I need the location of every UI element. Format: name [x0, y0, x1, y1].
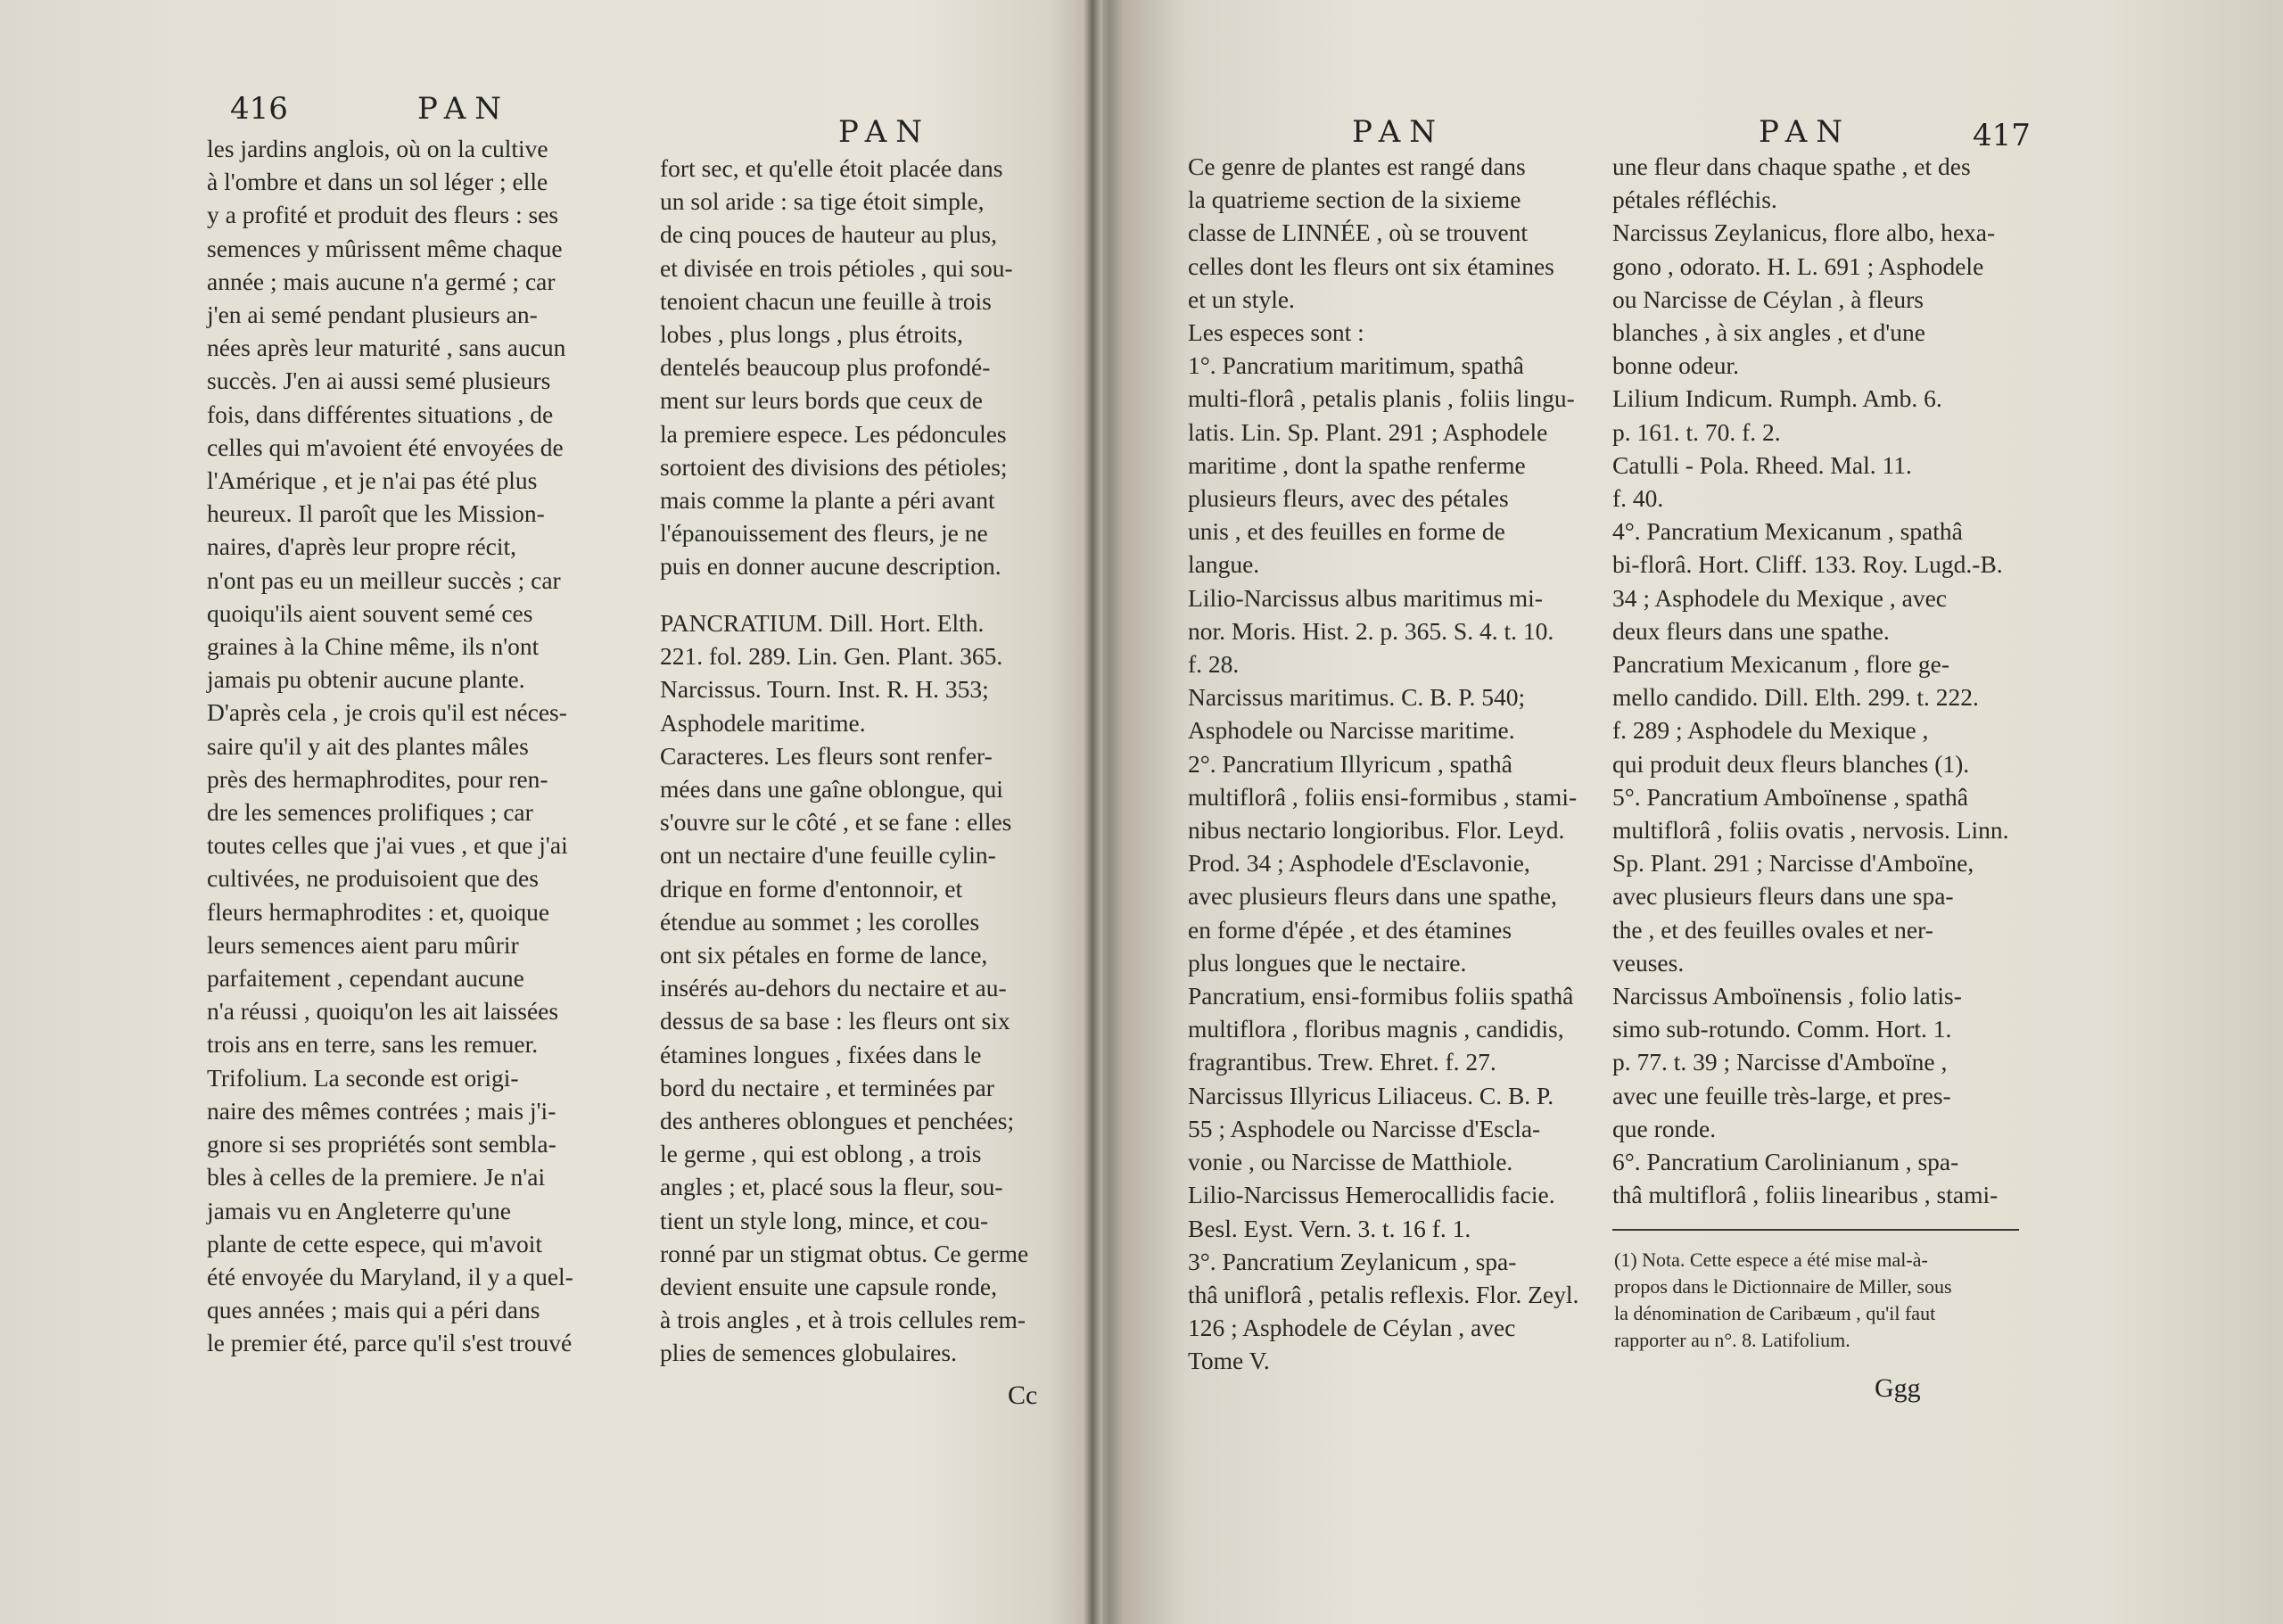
text-line: graines à la Chine même, ils n'ont — [207, 632, 540, 661]
text-line: Catulli - Pola. Rheed. Mal. 11. — [1612, 450, 1912, 479]
text-line: rapporter au n°. 8. Latifolium. — [1614, 1329, 1850, 1351]
text-line: une fleur dans chaque spathe , et des — [1612, 153, 1971, 180]
text-line: Prod. 34 ; Asphodele d'Esclavonie, — [1188, 849, 1530, 878]
text-line: succès. J'en ai aussi semé plusieurs — [207, 367, 551, 395]
text-line: plies de semences globulaires. — [660, 1339, 957, 1367]
text-line: 2°. Pancratium Illyricum , spathâ — [1188, 749, 1512, 778]
text-line: f. 28. — [1188, 650, 1240, 679]
text-line: simo sub-rotundo. Comm. Hort. 1. — [1612, 1015, 1952, 1043]
text-line: 6°. Pancratium Carolinianum , spa- — [1612, 1148, 1959, 1176]
text-line: gono , odorato. H. L. 691 ; Asphodele — [1612, 251, 1984, 280]
text-line: nor. Moris. Hist. 2. p. 365. S. 4. t. 10. — [1188, 616, 1554, 645]
text-line: fois, dans différentes situations , de — [207, 400, 554, 428]
text-line: maritime , dont la spathe renferme — [1188, 450, 1526, 479]
text-line: la premiere espece. Les pédoncules — [660, 419, 1007, 448]
text-line: p. 161. t. 70. f. 2. — [1612, 417, 1781, 446]
text-line: fort sec, et qu'elle étoit placée dans — [660, 154, 1003, 182]
text-line: dessus de sa base : les fleurs ont six — [660, 1007, 1010, 1035]
text-line: Lilio-Narcissus albus maritimus mi- — [1188, 583, 1543, 612]
page-number: 416 — [230, 91, 288, 127]
text-line: l'Amérique , et je n'ai pas été plus — [207, 466, 538, 495]
text-line: PANCRATIUM. Dill. Hort. Elth. — [660, 609, 985, 637]
text-line: multiflorâ , foliis ensi-formibus , stami- — [1188, 782, 1578, 811]
text-line: Tome V. — [1188, 1347, 1270, 1375]
text-line: multiflora , floribus magnis , candidis, — [1188, 1015, 1564, 1043]
text-line: le germe , qui est oblong , a trois — [660, 1140, 982, 1168]
text-line: Besl. Eyst. Vern. 3. t. 16 f. 1. — [1188, 1214, 1471, 1242]
text-line: j'en ai semé pendant plusieurs an- — [207, 301, 538, 329]
text-line: D'après cela , je crois qu'il est néces- — [207, 698, 567, 727]
text-line: f. 289 ; Asphodele du Mexique , — [1612, 716, 1929, 745]
text-line: celles dont les fleurs ont six étamines — [1188, 251, 1554, 280]
text-line: 3°. Pancratium Zeylanicum , spa- — [1188, 1247, 1517, 1275]
text-line: année ; mais aucune n'a germé ; car — [207, 267, 556, 295]
text-line: propos dans le Dictionnaire de Miller, sous — [1614, 1275, 1952, 1298]
text-line: Narcissus Illyricus Liliaceus. C. B. P. — [1188, 1081, 1554, 1109]
text-line: Lilio-Narcissus Hemerocallidis facie. — [1188, 1181, 1555, 1209]
text-line: latis. Lin. Sp. Plant. 291 ; Asphodele — [1188, 417, 1548, 446]
text-line: Narcissus maritimus. C. B. P. 540; — [1188, 683, 1526, 712]
text-line: avec plusieurs fleurs dans une spa- — [1612, 882, 1954, 911]
text-line: Asphodele maritime. — [660, 708, 866, 737]
text-line: 5°. Pancratium Amboïnense , spathâ — [1612, 782, 1968, 811]
text-line: bonne odeur. — [1612, 351, 1740, 380]
text-line: 126 ; Asphodele de Céylan , avec — [1188, 1314, 1516, 1342]
text-line: 34 ; Asphodele du Mexique , avec — [1612, 583, 1947, 612]
text-line: tenoient chacun une feuille à trois — [660, 286, 992, 315]
text-line: classe de LINNÉE , où se trouvent — [1188, 218, 1529, 247]
text-line: quoiqu'ils aient souvent semé ces — [207, 598, 533, 627]
footnote — [1614, 1247, 2024, 1354]
text-line: 221. fol. 289. Lin. Gen. Plant. 365. — [660, 642, 1003, 671]
left-column-2 — [660, 152, 1052, 583]
text-line: 4°. Pancratium Mexicanum , spathâ — [1612, 517, 1963, 546]
left-column-1 — [207, 132, 653, 1360]
text-line: Sp. Plant. 291 ; Narcisse d'Amboïne, — [1612, 849, 1974, 878]
running-header: PAN — [1352, 114, 1446, 150]
text-line: Asphodele ou Narcisse maritime. — [1188, 716, 1515, 745]
text-line: thâ multiflorâ , foliis linearibus , stami- — [1612, 1181, 1999, 1209]
text-line: puis en donner aucune description. — [660, 552, 1001, 581]
running-header: PAN — [417, 91, 511, 127]
text-line: Narcissus Zeylanicus, flore albo, hexa- — [1612, 218, 1996, 247]
running-header: PAN — [838, 114, 932, 150]
text-line: dentelés beaucoup plus profondé- — [660, 353, 991, 382]
text-line: bord du nectaire , et terminées par — [660, 1073, 994, 1101]
text-line: unis , et des feuilles en forme de — [1188, 517, 1505, 546]
text-line: veuses. — [1612, 948, 1685, 977]
text-line: nées après leur maturité , sans aucun — [207, 334, 566, 362]
text-line: fragrantibus. Trew. Ehret. f. 27. — [1188, 1048, 1496, 1076]
text-line: toutes celles que j'ai vues , et que j'ai — [207, 831, 568, 860]
text-line: et divisée en trois pétioles , qui sou- — [660, 253, 1013, 282]
text-line: gnore si ses propriétés sont sembla- — [207, 1130, 556, 1158]
text-line: drique en forme d'entonnoir, et — [660, 874, 963, 903]
text-line: deux fleurs dans une spathe. — [1612, 616, 1890, 645]
text-line: des antheres oblongues et penchées; — [660, 1107, 1015, 1135]
text-line: angles ; et, placé sous la fleur, sou- — [660, 1173, 1003, 1201]
text-line: et un style. — [1188, 284, 1295, 313]
text-line: près des hermaphrodites, pour ren- — [207, 764, 548, 793]
text-line: avec une feuille très-large, et pres- — [1612, 1081, 1951, 1109]
text-line: Lilium Indicum. Rumph. Amb. 6. — [1612, 384, 1942, 413]
text-line: devient ensuite une capsule ronde, — [660, 1273, 997, 1301]
text-line: la quatrieme section de la sixieme — [1188, 185, 1521, 214]
signature-mark: Ggg — [1875, 1373, 1921, 1403]
text-line: nibus nectario longioribus. Flor. Leyd. — [1188, 816, 1565, 845]
text-line: heureux. Il paroît que les Mission- — [207, 499, 545, 528]
right-column-2 — [1612, 150, 2023, 1212]
text-line: the , et des feuilles ovales et ner- — [1612, 915, 1933, 944]
pancratium-entry — [660, 606, 1052, 1370]
text-line: étendue au sommet ; les corolles — [660, 907, 980, 936]
text-line: été envoyée du Maryland, il y a quel- — [207, 1262, 573, 1290]
text-line: naires, d'après leur propre récit, — [207, 532, 517, 561]
text-line: Les especes sont : — [1188, 318, 1364, 347]
text-line: ou Narcisse de Céylan , à fleurs — [1612, 284, 1924, 313]
text-line: langue. — [1188, 550, 1260, 579]
text-line: leurs semences aient paru mûrir — [207, 930, 519, 959]
text-line: naire des mêmes contrées ; mais j'i- — [207, 1096, 556, 1125]
text-line: en forme d'épée , et des étamines — [1188, 915, 1512, 944]
text-line: plus longues que le nectaire. — [1188, 948, 1467, 977]
text-line: celles qui m'avoient été envoyées de — [207, 433, 564, 461]
text-line: ques années ; mais qui a péri dans — [207, 1296, 540, 1324]
text-line: cultivées, ne produisoient que des — [207, 864, 539, 893]
text-line: saire qu'il y ait des plantes mâles — [207, 731, 529, 760]
text-line: plante de cette espece, qui m'avoit — [207, 1229, 543, 1257]
text-line: que ronde. — [1612, 1114, 1717, 1142]
text-line: sortoient des divisions des pétioles; — [660, 452, 1008, 481]
text-line: plusieurs fleurs, avec des pétales — [1188, 484, 1509, 513]
text-line: les jardins anglois, où on la cultive — [207, 135, 548, 162]
text-line: blanches , à six angles , et d'une — [1612, 318, 1925, 347]
text-line: mées dans une gaîne oblongue, qui — [660, 775, 1003, 804]
text-line: 1°. Pancratium maritimum, spathâ — [1188, 351, 1524, 380]
text-line: ont un nectaire d'une feuille cylin- — [660, 841, 996, 870]
text-line: fleurs hermaphrodites : et, quoique — [207, 897, 550, 926]
text-line: 55 ; Asphodele ou Narcisse d'Escla- — [1188, 1114, 1541, 1142]
text-line: un sol aride : sa tige étoit simple, — [660, 187, 985, 216]
text-line: pétales réfléchis. — [1612, 185, 1777, 214]
text-line: bles à celles de la premiere. Je n'ai — [207, 1163, 546, 1191]
text-line: parfaitement , cependant aucune — [207, 964, 524, 993]
text-line: semences y mûrissent même chaque — [207, 234, 563, 262]
text-line: Trifolium. La seconde est origi- — [207, 1063, 519, 1092]
text-line: y a profité et produit des fleurs : ses — [207, 201, 559, 229]
text-line: s'ouvre sur le côté , et se fane : elles — [660, 808, 1012, 837]
page-number: 417 — [1973, 118, 2031, 153]
text-line: thâ uniflorâ , petalis reflexis. Flor. Zeyl. — [1188, 1280, 1579, 1308]
text-line: multi-florâ , petalis planis , foliis lingu- — [1188, 384, 1575, 413]
right-page — [1106, 0, 2283, 1624]
text-line: ronné par un stigmat obtus. Ce germe — [660, 1239, 1029, 1267]
text-line: p. 77. t. 39 ; Narcisse d'Amboïne , — [1612, 1048, 1948, 1076]
text-line: lobes , plus longs , plus étroits, — [660, 320, 963, 349]
text-line: mais comme la plante a péri avant — [660, 486, 995, 515]
text-line: jamais pu obtenir aucune plante. — [207, 665, 525, 694]
text-line: l'épanouissement des fleurs, je ne — [660, 519, 988, 548]
text-line: à trois angles , et à trois cellules rem- — [660, 1306, 1026, 1334]
running-header: PAN — [1759, 114, 1852, 150]
text-line: Narcissus Amboïnensis , folio latis- — [1612, 982, 1962, 1010]
text-line: ment sur leurs bords que ceux de — [660, 386, 983, 415]
signature-mark: Cc — [1008, 1381, 1038, 1410]
text-line: à l'ombre et dans un sol léger ; elle — [207, 168, 548, 196]
text-line: Ce genre de plantes est rangé dans — [1188, 153, 1526, 180]
text-line: Narcissus. Tourn. Inst. R. H. 353; — [660, 675, 989, 704]
text-line: de cinq pouces de hauteur au plus, — [660, 220, 998, 249]
text-line: dre les semences prolifiques ; car — [207, 798, 533, 827]
text-line: insérés au-dehors du nectaire et au- — [660, 974, 1007, 1002]
left-page — [0, 0, 1092, 1624]
text-line: trois ans en terre, sans les remuer. — [207, 1030, 539, 1059]
text-line: Pancratium, ensi-formibus foliis spathâ — [1188, 982, 1574, 1010]
text-line: (1) Nota. Cette espece a été mise mal-à- — [1614, 1249, 1928, 1271]
text-line: étamines longues , fixées dans le — [660, 1040, 982, 1068]
text-line: mello candido. Dill. Elth. 299. t. 222. — [1612, 683, 1979, 712]
text-line: Pancratium Mexicanum , flore ge- — [1612, 650, 1949, 679]
text-line: avec plusieurs fleurs dans une spathe, — [1188, 882, 1557, 911]
footnote-rule — [1612, 1229, 2019, 1231]
text-line: ont six pétales en forme de lance, — [660, 941, 988, 969]
text-line: qui produit deux fleurs blanches (1). — [1612, 749, 1970, 778]
text-line: le premier été, parce qu'il s'est trouvé — [207, 1329, 573, 1357]
text-line: n'a réussi , quoiqu'on les ait laissées — [207, 997, 559, 1026]
text-line: bi-florâ. Hort. Cliff. 133. Roy. Lugd.-B. — [1612, 550, 2003, 579]
text-line: jamais vu en Angleterre qu'une — [207, 1196, 511, 1224]
text-line: multiflorâ , foliis ovatis , nervosis. Linn. — [1612, 816, 2009, 845]
text-line: tient un style long, mince, et cou- — [660, 1206, 989, 1234]
text-line: vonie , ou Narcisse de Matthiole. — [1188, 1148, 1513, 1176]
text-line: n'ont pas eu un meilleur succès ; car — [207, 565, 561, 594]
right-column-1 — [1188, 150, 1589, 1378]
text-line: Caracteres. Les fleurs sont renfer- — [660, 741, 993, 770]
text-line: f. 40. — [1612, 484, 1664, 513]
text-line: la dénomination de Caribæum , qu'il faut — [1614, 1302, 1936, 1324]
